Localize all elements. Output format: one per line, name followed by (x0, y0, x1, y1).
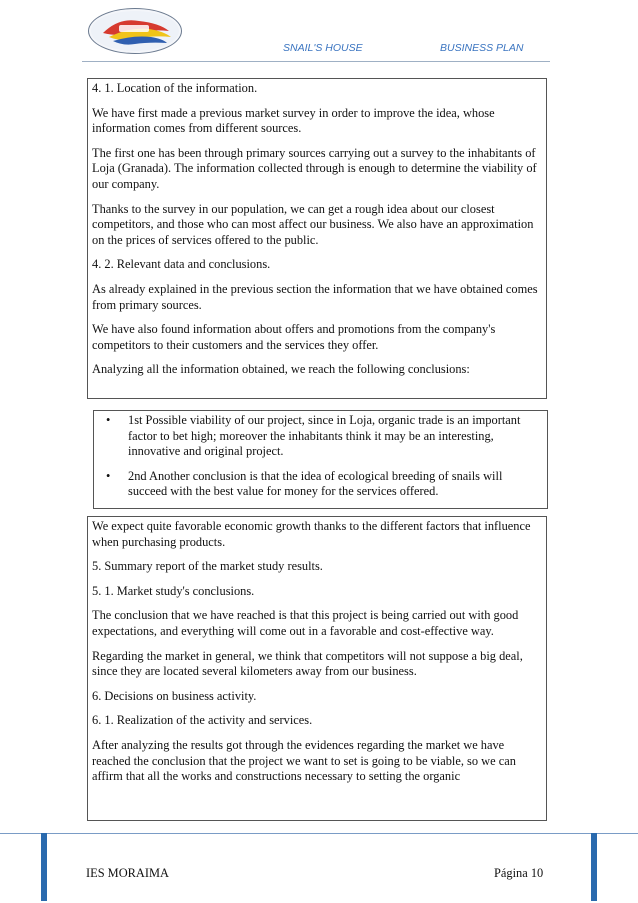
header-business-plan: BUSINESS PLAN (440, 42, 524, 54)
heading-location-of-information: 4. 1. Location of the information. (92, 81, 258, 95)
header-divider (82, 61, 550, 62)
bullet-icon: • (106, 468, 111, 483)
footer-left-bar (41, 833, 47, 901)
heading-summary-report: 5. Summary report of the market study results. (92, 559, 323, 574)
list-item (102, 469, 539, 500)
conclusion-text: 2nd Another conclusion is that the idea of ecological breeding of snails will succeed with the best value for money for the services offered. (128, 468, 503, 499)
paragraph-market-general: Regarding the market in general, we think that competitors will not suppose a big deal, since they are located several kilometers away from our business. (92, 648, 523, 679)
paragraph-analyzing: Analyzing all the information obtained, we reach the following conclusions: (92, 362, 470, 377)
page-number: Página 10 (494, 866, 544, 880)
conclusions-list (102, 413, 539, 500)
paragraph-offers-promotions: We have also found information about offers and promotions from the company's competitors to their customers and the services they offer. (92, 322, 496, 352)
summary-section (87, 516, 547, 821)
paragraph-information-obtained: As already explained in the previous section the information that we have obtained comes from primary sources. (92, 281, 538, 312)
paragraph-market-survey: We have first made a previous market survey in order to improve the idea, whose information comes from different sources. (92, 105, 495, 136)
logo-graphic-icon (89, 9, 181, 53)
market-information-section (87, 78, 547, 399)
paragraph-conclusion: The conclusion that we have reached is that this project is being carried out with good expectations, and everything will come out in a favorable and cost-effective way. (92, 608, 519, 638)
list-item (102, 413, 539, 460)
footer-divider (0, 833, 638, 834)
heading-realization: 6. 1. Realization of the activity and services. (92, 713, 313, 728)
conclusion-text: 1st Possible viability of our project, since in Loja, organic trade is an important factor to bet high; moreover the inhabitants think it may be an interesting, innovative and original project. (128, 413, 521, 459)
paragraph-economic-growth: We expect quite favorable economic growth thanks to the different factors that influence when purchasing products. (92, 519, 531, 549)
paragraph-competitors: Thanks to the survey in our population, we can get a rough idea about our closest competitors, and those who can most affect our business. We also have an approximation on the prices of services offered to the public. (92, 201, 534, 247)
heading-relevant-data: 4. 2. Relevant data and conclusions. (92, 257, 271, 272)
footer-right-bar (591, 833, 597, 901)
school-logo (88, 8, 182, 54)
heading-market-study-conclusions: 5. 1. Market study's conclusions. (92, 583, 255, 598)
conclusions-box (93, 410, 548, 509)
bullet-icon: • (106, 413, 111, 427)
header-title: SNAIL'S HOUSE (283, 42, 363, 54)
heading-decisions: 6. Decisions on business activity. (92, 688, 257, 703)
paragraph-primary-sources: The first one has been through primary sources carrying out a survey to the inhabitants of Loja (Granada). The information collected through is enough to determine the viability of our company. (92, 145, 537, 191)
footer-school-name: IES MORAIMA (86, 866, 169, 880)
paragraph-after-analyzing: After analyzing the results got through the evidences regarding the market we have reached the conclusion that the project we want to set is going to be viable, so we can affirm that all the works and constructions necessary to setting the organic (92, 737, 516, 784)
